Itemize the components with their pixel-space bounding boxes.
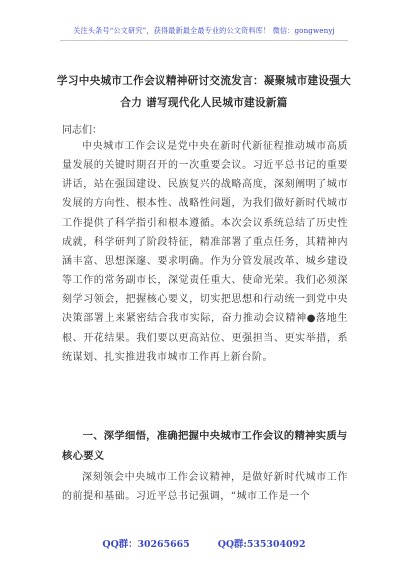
- header-banner: 关注头条号“公文研究”，获得最新最全最专业的公文资料库！ 微信：gongwenyj: [73, 26, 335, 35]
- footer: [0, 536, 408, 550]
- document-body: [62, 137, 348, 367]
- section-body: [62, 468, 348, 506]
- header-divider: [60, 40, 348, 41]
- section-heading: 一、深学细悟，准确把握中央城市工作会议的精神实质与核心要义: [62, 430, 348, 462]
- section-paragraph: 深刻领会中央城市工作会议精神，是做好新时代城市工作的前提和基础。习近平总书记强调，“城市工作是一个: [62, 472, 348, 503]
- footer-qq-group-1: QQ群：30265665: [102, 539, 190, 550]
- salutation: 同志们：: [62, 125, 102, 136]
- document-title: 学习中央城市工作会议精神研讨交流发言：凝聚城市建设强大合力 谱写现代化人民城市建设新篇: [56, 75, 352, 109]
- body-paragraph: 中央城市工作会议是党中央在新时代新征程推动城市高质量发展的关键时期召开的一次重要会议。习近平总书记的重要讲话，站在强国建设、民族复兴的战略高度，深刻阐明了城市发展的方向性、根本性、战略性问题，为我们做好新时代城市工作提供了科学指引和根本遵循。本次会议系统总结了历史性成就，科学研判了阶段特征，精准部署了重点任务，其精神内涵丰富、思想深邃、要求明确。作为分管发展改革、城乡建设等工作的常务副市长，深觉责任重大、使命光荣。我们必须深刻学习领会，把握核心要义，切实把思想和行动统一到党中央决策部署上来紧密结合我市实际，奋力推动会议精神●落地生根、开花结果。我们要以更高站位、更强担当、更实举措，系统谋划、扎实推进我市城市工作再上新台阶。: [62, 141, 348, 363]
- footer-qq-group-2: QQ群:535304092: [217, 539, 306, 550]
